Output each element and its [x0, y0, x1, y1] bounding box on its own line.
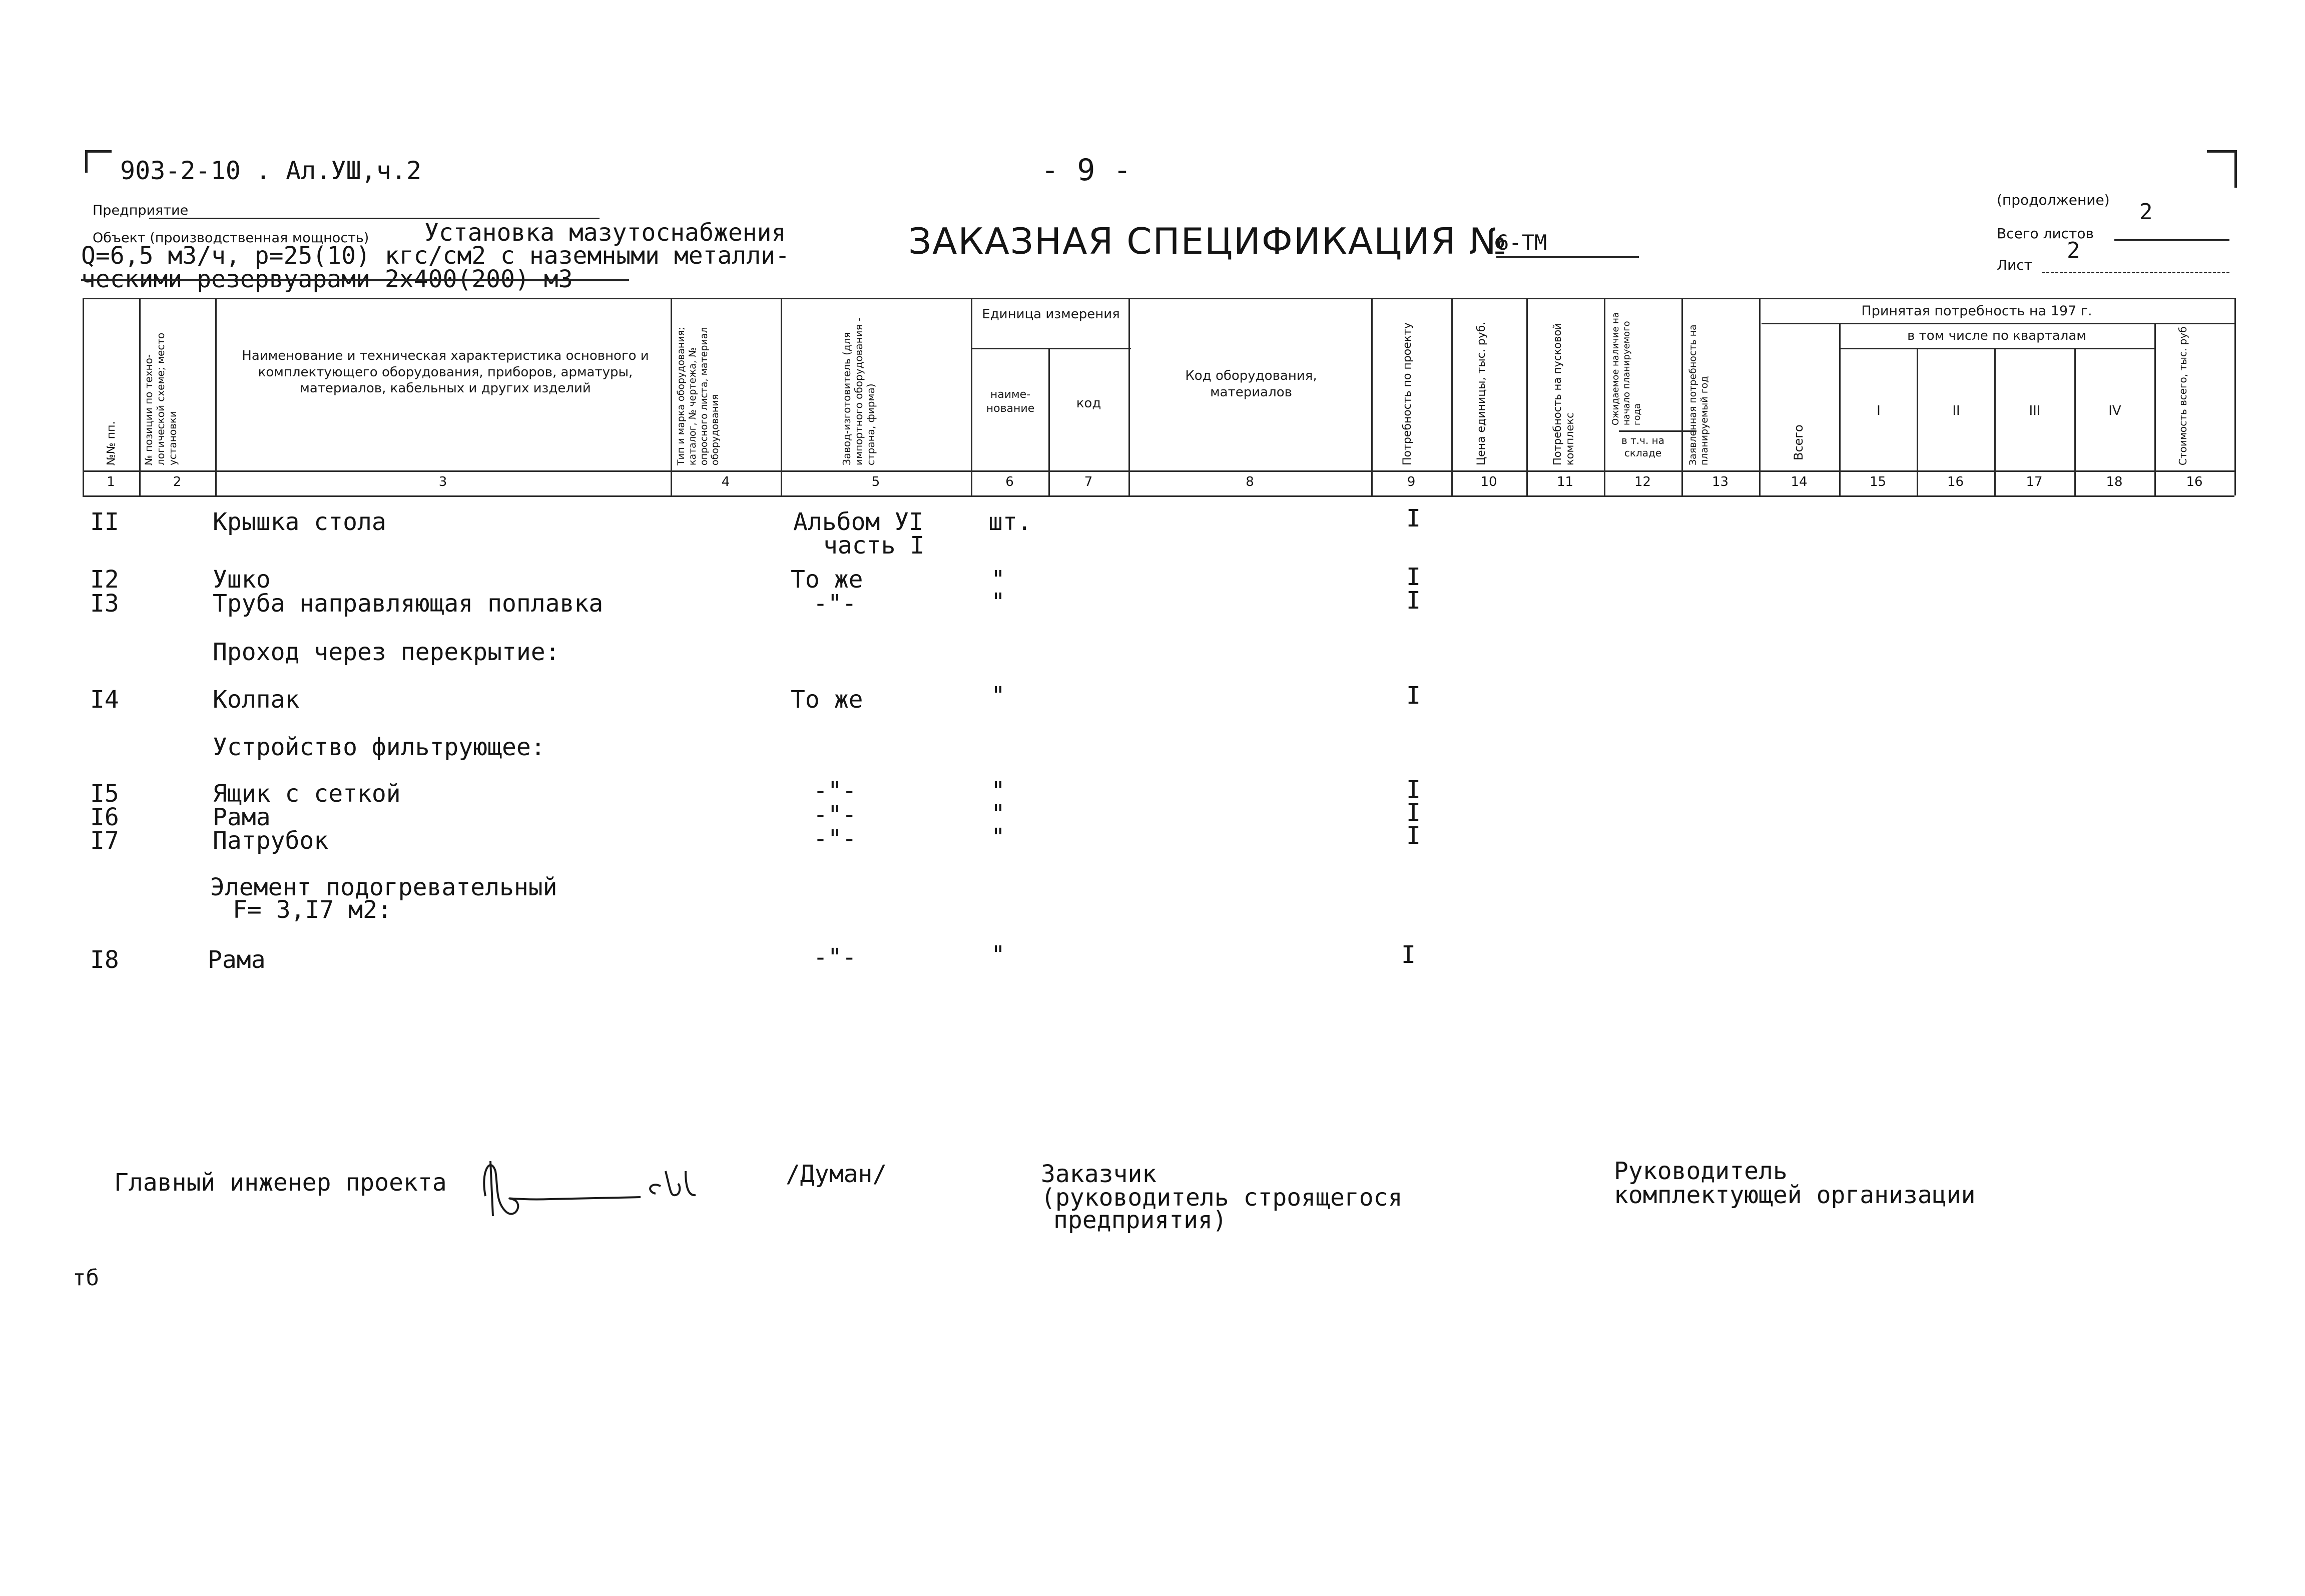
col-number: 13 — [1711, 474, 1729, 489]
col-number: 5 — [871, 474, 880, 489]
col-line — [1526, 298, 1528, 495]
col-line — [1128, 298, 1130, 495]
row-unit: шт. — [988, 508, 1032, 536]
row-section-title: Элемент подогревательный — [210, 873, 557, 901]
header-c1: №№ пп. — [105, 421, 118, 465]
header-q3: III — [2029, 403, 2041, 418]
object-strikethrough — [81, 279, 629, 281]
col-number: 9 — [1407, 474, 1416, 489]
row-number: I2 — [90, 566, 119, 594]
col-number: 14 — [1791, 474, 1808, 489]
header-c6: наиме-нование — [986, 388, 1035, 415]
accepted-group-line — [1762, 323, 2234, 324]
header-q4: IV — [2108, 403, 2121, 418]
quarters-group-line — [1839, 348, 2154, 349]
col-number: 17 — [2026, 474, 2043, 489]
header-c5: Завод-изготовитель (для импортного оборудования - страна, фирма) — [841, 317, 877, 465]
row-section-title: Устройство фильтрующее: — [213, 733, 545, 761]
header-c14: Всего — [1792, 424, 1806, 460]
object-line-3: ческими резервуарами 2х400(200) м3 — [81, 265, 573, 293]
row-qty: I — [1406, 682, 1421, 710]
col-line — [139, 298, 141, 495]
enterprise-label: Предприятие — [93, 203, 189, 218]
header-c12b: в т.ч. на складе — [1621, 434, 1664, 459]
header-c13: Заявленная потребность на планируемый год — [1687, 324, 1710, 465]
row-name: Рама — [213, 803, 271, 831]
row-qty: I — [1406, 563, 1421, 591]
header-top-line — [83, 298, 2234, 299]
col-line — [1371, 298, 1373, 495]
spec-number-underline — [1496, 256, 1639, 258]
sheet-value: 2 — [2067, 238, 2080, 263]
row-qty: I — [1401, 941, 1416, 969]
row-catalog: Альбом УI — [793, 508, 924, 536]
footer-mark: тб — [73, 1265, 99, 1291]
row-catalog: То же — [791, 566, 863, 594]
col-number: 16 — [1947, 474, 1964, 489]
object-label: Объект (производственная мощность) — [93, 230, 369, 246]
header-c19: Стоимость всего, тыс. руб — [2177, 326, 2189, 465]
col-line — [83, 298, 84, 495]
page-number: - 9 - — [1041, 153, 1131, 188]
col-line — [1839, 323, 1841, 495]
row-unit: " — [991, 566, 1005, 594]
col-number: 1 — [107, 474, 115, 489]
row-catalog: -"- — [813, 943, 857, 971]
row-unit: " — [991, 588, 1005, 616]
spec-title: ЗАКАЗНАЯ СПЕЦИФИКАЦИЯ № — [908, 220, 1508, 262]
col-number: 18 — [2106, 474, 2123, 489]
col-number: 6 — [1005, 474, 1014, 489]
col-number: 8 — [1246, 474, 1254, 489]
header-c11: Потребность на пусковой комплекс — [1551, 323, 1576, 465]
row-number: II — [90, 508, 119, 536]
header-c12a: Ожидаемое наличие на начало планируемого года — [1610, 312, 1643, 425]
continuation-value: 2 — [2139, 199, 2153, 225]
header-c10: Цена единицы, тыс. руб. — [1475, 321, 1488, 465]
row-number: I5 — [90, 780, 119, 808]
row-qty: I — [1406, 504, 1421, 533]
row-qty: I — [1406, 776, 1421, 804]
corner-mark-right — [2207, 150, 2237, 188]
chief-engineer-label: Главный инженер проекта — [114, 1169, 447, 1197]
sheets-total-underline — [2114, 239, 2229, 241]
header-c2: № позиции по техно-логической схеме; место установки — [143, 332, 179, 465]
col-line — [1048, 348, 1050, 495]
row-catalog: -"- — [813, 825, 857, 853]
supplier-line-2: комплектующей организации — [1614, 1181, 1976, 1209]
header-q1: I — [1877, 403, 1881, 418]
header-q2: II — [1952, 403, 1960, 418]
row-catalog: -"- — [813, 590, 857, 618]
row-unit: " — [991, 823, 1005, 851]
customer-line-2: (руководитель строящегося — [1041, 1184, 1403, 1212]
col-line — [2234, 298, 2236, 495]
row-qty: I — [1406, 822, 1421, 850]
customer-line-1: Заказчик — [1041, 1160, 1157, 1188]
row-unit: " — [991, 800, 1005, 828]
row-name: Патрубок — [213, 827, 329, 855]
row-qty: I — [1406, 587, 1421, 615]
chief-engineer-name: /Думан/ — [786, 1160, 887, 1188]
row-section-subtitle: F= 3,I7 м2: — [233, 896, 392, 924]
header-c8: Код оборудования, материалов — [1185, 368, 1317, 400]
row-catalog-2: часть I — [823, 531, 925, 560]
col-number: 12 — [1634, 474, 1651, 489]
row-section-title: Проход через перекрытие: — [213, 638, 560, 666]
corner-mark-left — [85, 150, 112, 173]
row-name: Колпак — [213, 686, 300, 714]
row-name: Рама — [208, 946, 266, 974]
row-unit: " — [991, 682, 1005, 710]
header-c9: Потребность по проекту — [1401, 322, 1414, 465]
row-name: Ушко — [213, 566, 271, 594]
object-line-1: Установка мазутоснабжения — [424, 219, 786, 247]
c12-split-line — [1619, 430, 1696, 432]
sheet-label: Лист — [1997, 257, 2032, 273]
col-number: 4 — [721, 474, 730, 489]
spec-number: 6-ТМ — [1496, 230, 1547, 255]
col-line — [1451, 298, 1453, 495]
col-line — [215, 298, 217, 495]
col-number: 2 — [173, 474, 182, 489]
col-number: 11 — [1556, 474, 1574, 489]
row-number: I3 — [90, 590, 119, 618]
col-number: 16 — [2186, 474, 2203, 489]
numbers-bottom-line — [83, 495, 2234, 497]
row-number: I8 — [90, 946, 119, 974]
object-line-2: Q=6,5 м3/ч, р=25(10) кгс/см2 с наземными металли- — [81, 242, 790, 270]
row-catalog: -"- — [813, 777, 857, 805]
signature-mark — [475, 1141, 726, 1226]
col-line — [1917, 348, 1918, 495]
row-name: Труба направляющая поплавка — [213, 590, 604, 618]
sheet-underline — [2042, 272, 2229, 273]
header-bottom-line — [83, 470, 2234, 472]
document-code: 903-2-10 . Ал.УШ,ч.2 — [120, 156, 422, 185]
row-qty: I — [1406, 799, 1421, 827]
row-name: Крышка стола — [213, 508, 386, 536]
col-line — [2074, 348, 2076, 495]
col-number: 15 — [1869, 474, 1887, 489]
row-catalog: -"- — [813, 801, 857, 829]
col-number: 7 — [1084, 474, 1093, 489]
header-accepted-group: Принятая потребность на 197 г. — [1861, 303, 2092, 319]
unit-group-line — [971, 348, 1131, 349]
row-name: Ящик с сеткой — [213, 780, 401, 808]
header-c7: код — [1076, 396, 1101, 411]
sheets-total-label: Всего листов — [1997, 225, 2094, 242]
col-line — [671, 298, 672, 495]
header-quarters-group: в том числе по кварталам — [1907, 328, 2086, 343]
row-number: I7 — [90, 827, 119, 855]
row-number: I6 — [90, 803, 119, 831]
col-line — [2154, 323, 2156, 495]
col-line — [1994, 348, 1996, 495]
supplier-line-1: Руководитель — [1614, 1157, 1788, 1185]
row-unit: " — [991, 941, 1005, 969]
header-unit-group: Единица измерения — [982, 307, 1120, 322]
col-line — [1604, 298, 1605, 495]
header-c4: Тип и марка оборудования; каталог, № чертежа, № опросного листа, материал оборудования — [676, 327, 721, 465]
col-line — [781, 298, 782, 495]
col-number: 10 — [1480, 474, 1497, 489]
col-number: 3 — [438, 474, 447, 489]
col-line — [1759, 298, 1761, 495]
row-catalog: То же — [791, 686, 863, 714]
col-line — [971, 298, 972, 495]
col-line — [1681, 298, 1683, 495]
row-unit: " — [991, 777, 1005, 805]
customer-line-3: предприятия) — [1053, 1206, 1227, 1234]
row-number: I4 — [90, 686, 119, 714]
header-c3: Наименование и техническая характеристика основного и комплектующего оборудования, приборов, арматуры, материалов, кабельных и других изделий — [242, 348, 649, 396]
continuation-label: (продолжение) — [1997, 192, 2110, 208]
